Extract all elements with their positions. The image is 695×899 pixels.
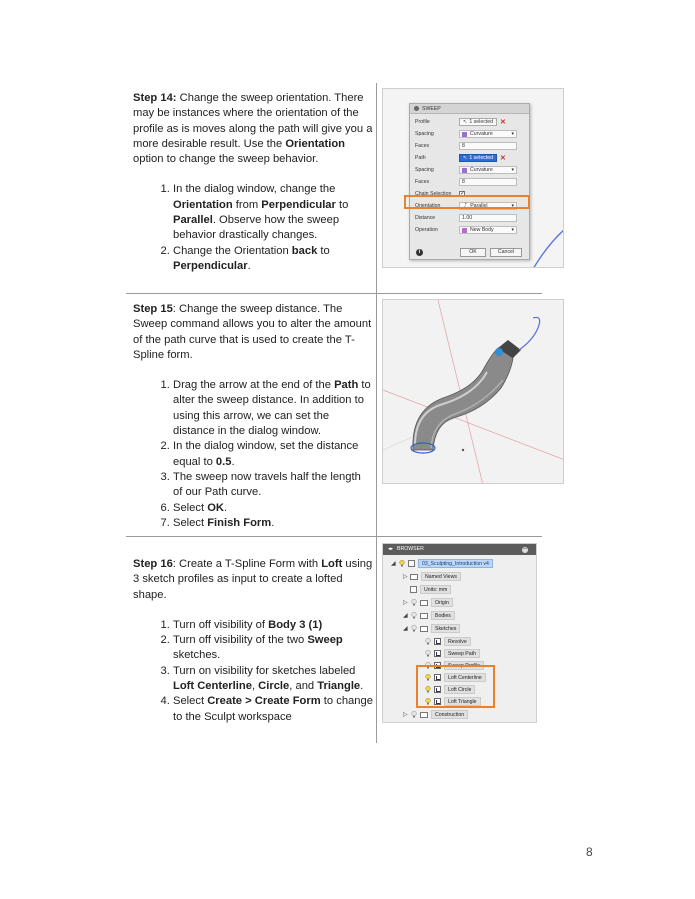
dialog-row-orientation: Orientation ⤴ Parallel ▾: [415, 201, 525, 211]
browser-item-named-views[interactable]: ▷ Named Views: [403, 571, 461, 582]
orientation-icon: ⤴: [462, 203, 468, 209]
browser-item-sweep-profile[interactable]: Sweep Profile: [424, 660, 484, 671]
ok-button[interactable]: OK: [460, 248, 486, 257]
folder-icon: [410, 574, 418, 580]
lightbulb-off-icon[interactable]: [410, 625, 417, 632]
step16-intro: Step 16: Create a T-Spline Form with Loft using 3 sketch profiles as input to create a lofted shape.: [133, 558, 373, 601]
dialog-row-spacing-2: Spacing Curvature ▾: [415, 165, 525, 175]
browser-item-loft-circle[interactable]: Loft Circle: [424, 684, 475, 695]
sketch-icon: [434, 638, 441, 645]
sweep-dialog-screenshot: [382, 88, 564, 268]
browser-item-origin[interactable]: ▷ Origin: [403, 597, 453, 608]
sweep-dialog: [409, 103, 530, 260]
dialog-row-distance: Distance 1.00: [415, 213, 525, 223]
dialog-row-path: Path ↖ 1 selected ✕: [415, 155, 506, 162]
browser-item-revolve[interactable]: Revolve: [424, 636, 471, 647]
browser-item-construction[interactable]: ▷ Construction: [403, 709, 468, 720]
step16-item-4: 4. Select Create > Create Form to change to the Sculpt workspace: [173, 694, 373, 725]
new-body-icon: [462, 228, 467, 233]
collapse-triangle-icon[interactable]: ◢: [403, 613, 408, 619]
expand-triangle-icon[interactable]: ▷: [403, 574, 408, 580]
minimize-icon[interactable]: –: [523, 545, 527, 552]
dialog-row-faces: Faces 8: [415, 141, 525, 151]
browser-item-sketches[interactable]: ◢ Sketches: [403, 623, 460, 634]
step15-item-1: 1. Drag the arrow at the end of the Path to alter the sweep distance. In addition to using this arrow, we can set the distance in the dialog window.: [173, 378, 373, 439]
collapse-icon[interactable]: [414, 106, 419, 111]
loft-sketches-highlight: [416, 665, 495, 708]
sweep-3d-screenshot: [382, 299, 564, 484]
step15-item-6: 6. Select OK.: [173, 501, 373, 516]
orientation-highlight: [404, 195, 530, 209]
expand-triangle-icon[interactable]: ▷: [403, 600, 408, 606]
info-icon[interactable]: i: [416, 249, 423, 256]
step14-item-1: 1. In the dialog window, change the Orientation from Perpendicular to Parallel. Observe how the sweep behavior drastically changes.: [173, 182, 373, 243]
browser-item-bodies[interactable]: ◢ Bodies: [403, 610, 455, 621]
sweep-model-drawing: [383, 300, 564, 484]
lightbulb-off-icon[interactable]: [424, 638, 431, 645]
orientation-dropdown[interactable]: ⤴ Parallel ▾: [459, 202, 517, 210]
step16-item-3: 3. Turn on visibility for sketches labeled Loft Centerline, Circle, and Triangle.: [173, 664, 373, 695]
expand-triangle-icon[interactable]: ▷: [403, 712, 408, 718]
document-icon: [408, 560, 415, 567]
clear-selection-icon[interactable]: ✕: [500, 119, 506, 126]
step16-text: [133, 557, 373, 725]
dialog-row-profile: Profile ↖ 1 selected ✕: [415, 119, 506, 126]
clear-selection-icon[interactable]: ✕: [500, 155, 506, 162]
dialog-row-chain-selection: Chain Selection ✓: [415, 191, 466, 197]
distance-input[interactable]: 1.00: [459, 214, 517, 222]
dialog-row-operation: Operation New Body ▾: [415, 225, 525, 235]
sketch-icon: [434, 650, 441, 657]
path-select-button[interactable]: ↖ 1 selected: [459, 154, 497, 162]
operation-dropdown[interactable]: New Body ▾: [459, 226, 517, 234]
faces-input-2[interactable]: 8: [459, 178, 517, 186]
page-number: 8: [586, 845, 593, 859]
browser-header: ◂▸ BROWSER –: [383, 544, 536, 555]
step14-text: [133, 91, 373, 274]
faces-input[interactable]: 8: [459, 142, 517, 150]
step14-intro: Step 14: Change the sweep orientation. There may be instances where the orientation of the profile as is moves along the path will give you a more desirable result. Use the Orientation option to change the sweep behavior.: [133, 92, 373, 166]
browser-item-loft-triangle[interactable]: Loft Triangle: [424, 696, 481, 707]
browser-item-units[interactable]: Units: mm: [410, 584, 451, 595]
table-rule-1: [126, 293, 542, 294]
dialog-row-spacing: Spacing Curvature ▾: [415, 129, 525, 139]
folder-icon: [420, 712, 428, 718]
units-icon: [410, 586, 417, 593]
cursor-icon: ↖: [463, 119, 468, 125]
cancel-button[interactable]: Cancel: [490, 248, 522, 257]
chain-selection-checkbox[interactable]: ✓: [460, 191, 466, 197]
profile-select-button[interactable]: ↖ 1 selected: [459, 118, 497, 126]
step16-item-2: 2. Turn off visibility of the two Sweep sketches.: [173, 633, 373, 664]
table-rule-2: [126, 536, 542, 537]
step14-item-2: 2. Change the Orientation back to Perpendicular.: [173, 244, 373, 275]
cursor-icon: ↖: [463, 155, 468, 161]
browser-item-loft-centerline[interactable]: Loft Centerline: [424, 672, 486, 683]
step15-item-3: 3. The sweep now travels half the length of our Path curve.: [173, 470, 373, 501]
collapse-triangle-icon[interactable]: ◢: [403, 626, 408, 632]
lightbulb-off-icon[interactable]: [410, 711, 417, 718]
table-vertical-rule: [376, 83, 377, 743]
lightbulb-off-icon[interactable]: [424, 650, 431, 657]
lightbulb-icon[interactable]: [398, 560, 405, 567]
browser-item-sweep-path[interactable]: Sweep Path: [424, 648, 480, 659]
spacing-dropdown-2[interactable]: Curvature ▾: [459, 166, 517, 174]
expand-arrows-icon[interactable]: ◂▸: [388, 546, 394, 552]
collapse-triangle-icon[interactable]: ◢: [391, 561, 396, 567]
folder-icon: [420, 600, 428, 606]
step15-intro: Step 15: Change the sweep distance. The Sweep command allows you to alter the amount of the path curve that is used to create the T-Spline form.: [133, 303, 372, 361]
curvature-icon: [462, 132, 467, 137]
lightbulb-off-icon[interactable]: [410, 599, 417, 606]
browser-panel-screenshot: [382, 543, 537, 723]
step15-text: [133, 302, 373, 531]
folder-icon: [420, 626, 428, 632]
step16-item-1: 1. Turn off visibility of Body 3 (1): [173, 618, 373, 633]
dialog-row-faces-2: Faces 8: [415, 177, 525, 187]
lightbulb-off-icon[interactable]: [410, 612, 417, 619]
dialog-title-bar: SWEEP: [410, 104, 529, 114]
browser-item-document[interactable]: ◢ 03_Sculpting_Introduction v4: [391, 558, 493, 569]
step15-item-7: 7. Select Finish Form.: [173, 516, 373, 531]
step15-item-2: 2. In the dialog window, set the distance equal to 0.5.: [173, 439, 373, 470]
curvature-icon: [462, 168, 467, 173]
folder-icon: [420, 613, 428, 619]
spacing-dropdown[interactable]: Curvature ▾: [459, 130, 517, 138]
